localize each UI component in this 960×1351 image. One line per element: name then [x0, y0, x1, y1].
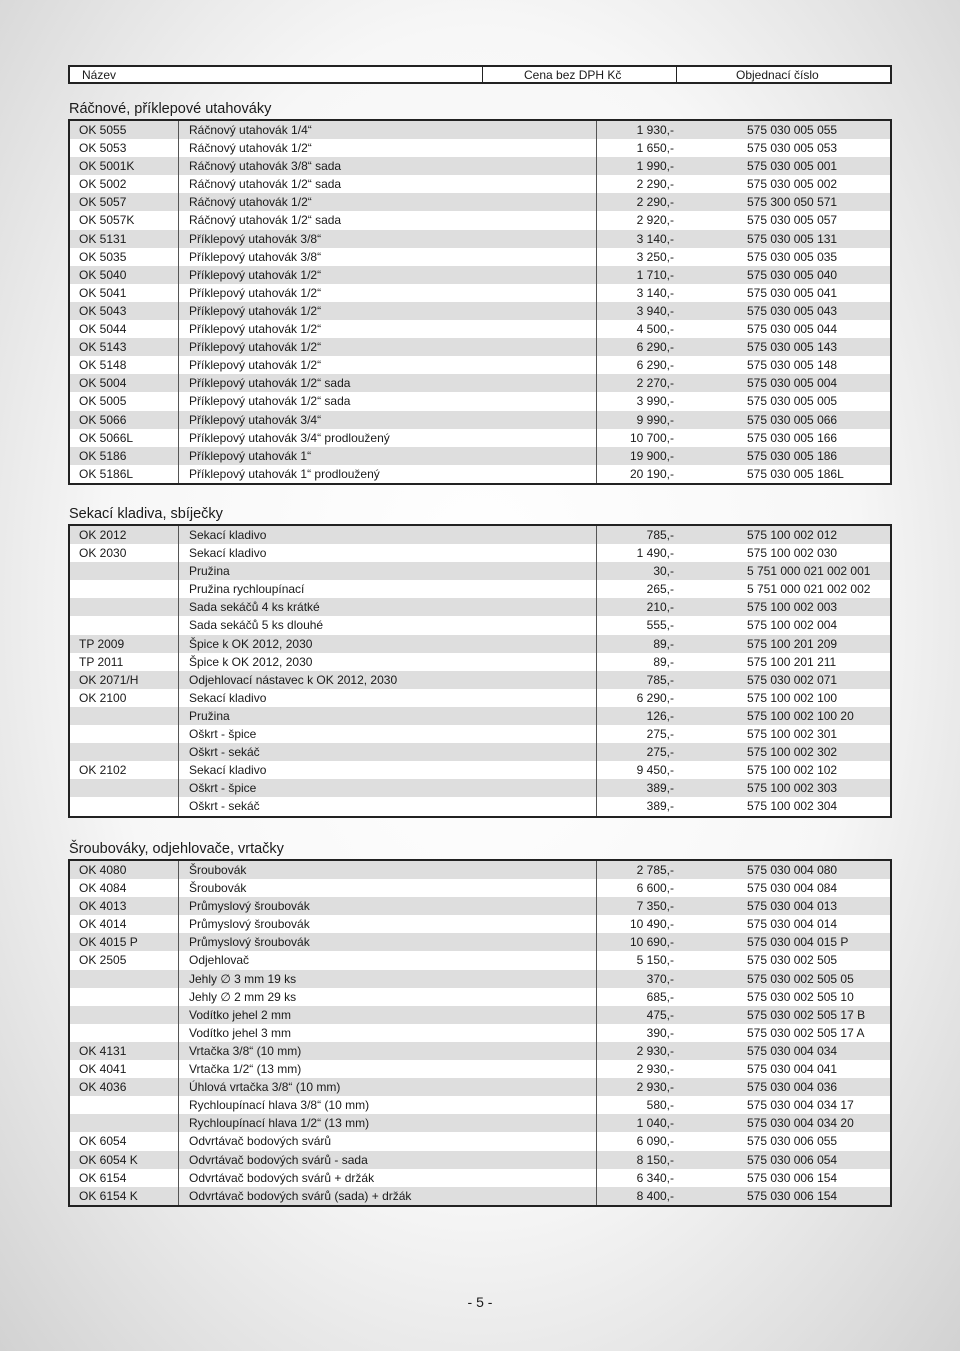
table-row	[70, 653, 890, 671]
table-row	[70, 988, 890, 1006]
table-row	[70, 175, 890, 193]
table-row	[70, 429, 890, 447]
order-number: 575 030 004 015 P	[747, 935, 849, 950]
order-number: 575 030 004 034 20	[747, 1116, 854, 1131]
order-number: 575 030 004 036	[747, 1080, 838, 1095]
table-row	[70, 139, 890, 157]
product-price: 126,-	[646, 708, 674, 723]
table-row	[70, 230, 890, 248]
product-price: 1 990,-	[636, 159, 674, 174]
header-order-number: Objednací číslo	[736, 68, 819, 82]
order-number: 575 030 005 035	[747, 249, 838, 264]
product-name: Příklepový utahovák 3/8“	[189, 231, 322, 246]
order-number: 575 030 002 505 17 A	[747, 1025, 865, 1040]
product-price: 475,-	[646, 1007, 674, 1022]
product-code: OK 4013	[79, 899, 127, 914]
product-code: OK 5057	[79, 195, 127, 210]
product-name: Příklepový utahovák 1/2“ sada	[189, 376, 351, 391]
product-price: 10 690,-	[629, 935, 674, 950]
table-row	[70, 707, 890, 725]
product-name: Šroubovák	[189, 863, 247, 877]
product-name: Vodítko jehel 3 mm	[189, 1025, 292, 1040]
table-row	[70, 743, 890, 761]
table-row	[70, 526, 890, 544]
product-price: 2 290,-	[636, 195, 674, 210]
header-name: Název	[82, 68, 117, 82]
table-row	[70, 1169, 890, 1187]
order-number: 575 030 004 080	[747, 863, 838, 877]
table-row	[70, 598, 890, 616]
product-price: 2 930,-	[636, 1080, 674, 1095]
product-code: OK 6154 K	[79, 1188, 138, 1203]
product-code: OK 6054	[79, 1134, 127, 1149]
order-number: 575 030 002 505 10	[747, 989, 854, 1004]
product-price: 785,-	[646, 672, 674, 687]
product-code: OK 4041	[79, 1062, 127, 1077]
table-row	[70, 1060, 890, 1078]
product-code: OK 5043	[79, 303, 127, 318]
product-price: 3 990,-	[636, 394, 674, 409]
table-ratchets	[68, 119, 892, 485]
product-name: Sekací kladivo	[189, 546, 267, 561]
table-row	[70, 1042, 890, 1060]
table-row	[70, 779, 890, 797]
order-number: 575 030 005 001	[747, 159, 838, 174]
table-row	[70, 915, 890, 933]
table-row	[70, 1096, 890, 1114]
order-number: 575 030 005 041	[747, 285, 838, 300]
product-price: 7 350,-	[636, 899, 674, 914]
product-name: Pružina	[189, 564, 230, 579]
table-row	[70, 465, 890, 483]
product-price: 685,-	[646, 989, 674, 1004]
order-number: 575 030 005 055	[747, 123, 838, 137]
section-title-hammers: Sekací kladiva, sbíječky	[69, 506, 223, 522]
product-code: OK 5035	[79, 249, 127, 264]
product-price: 5 150,-	[636, 953, 674, 968]
product-code: OK 5001K	[79, 159, 135, 174]
order-number: 575 030 002 071	[747, 672, 838, 687]
product-price: 6 340,-	[636, 1170, 674, 1185]
table-row	[70, 392, 890, 410]
order-number: 575 030 005 004	[747, 376, 838, 391]
order-number: 575 030 005 043	[747, 303, 838, 318]
product-name: Oškrt - špice	[189, 781, 257, 796]
product-code: OK 4084	[79, 881, 127, 896]
product-code: OK 5005	[79, 394, 127, 409]
order-number: 575 030 002 505	[747, 953, 838, 968]
product-price: 785,-	[646, 528, 674, 542]
order-number: 575 030 005 143	[747, 340, 838, 355]
order-number: 575 030 006 154	[747, 1188, 838, 1203]
product-name: Příklepový utahovák 1/2“	[189, 303, 322, 318]
product-name: Odjehlovací nástavec k OK 2012, 2030	[189, 672, 398, 687]
header-price: Cena bez DPH Kč	[524, 68, 622, 82]
page-number: - 5 -	[467, 1294, 493, 1310]
table-row	[70, 951, 890, 969]
product-price: 1 930,-	[636, 123, 674, 137]
product-name: Příklepový utahovák 1/2“	[189, 285, 322, 300]
product-price: 210,-	[646, 600, 674, 615]
order-number: 575 030 002 505 05	[747, 971, 854, 986]
order-number: 575 030 006 154	[747, 1170, 838, 1185]
product-name: Oškrt - špice	[189, 727, 257, 742]
product-name: Průmyslový šroubovák	[189, 935, 310, 950]
table-row	[70, 1151, 890, 1169]
product-name: Vrtačka 1/2“ (13 mm)	[189, 1062, 302, 1077]
product-name: Vodítko jehel 2 mm	[189, 1007, 292, 1022]
table-row	[70, 797, 890, 815]
product-name: Jehly ∅ 3 mm 19 ks	[189, 971, 297, 986]
product-code: OK 2505	[79, 953, 127, 968]
order-number: 575 030 005 186	[747, 448, 838, 463]
table-row	[70, 562, 890, 580]
product-code: OK 6154	[79, 1170, 127, 1185]
product-price: 4 500,-	[636, 322, 674, 337]
order-number: 575 030 004 034	[747, 1043, 838, 1058]
table-row	[70, 193, 890, 211]
order-number: 575 030 005 186L	[747, 466, 844, 481]
product-name: Odjehlovač	[189, 953, 250, 968]
table-row	[70, 635, 890, 653]
product-price: 1 710,-	[636, 267, 674, 282]
product-code: OK 2071/H	[79, 672, 139, 687]
product-name: Odvrtávač bodových svárů	[189, 1134, 332, 1149]
product-price: 389,-	[646, 781, 674, 796]
order-number: 575 030 004 084	[747, 881, 838, 896]
table-row	[70, 302, 890, 320]
product-price: 370,-	[646, 971, 674, 986]
product-price: 8 150,-	[636, 1152, 674, 1167]
product-code: OK 5186	[79, 448, 127, 463]
column-separator	[596, 526, 597, 816]
product-code: OK 4080	[79, 863, 127, 877]
product-name: Sekací kladivo	[189, 690, 267, 705]
table-row	[70, 970, 890, 988]
order-number: 5 751 000 021 002 001	[747, 564, 871, 579]
table-hammers	[68, 524, 892, 818]
order-number: 575 030 006 054	[747, 1152, 838, 1167]
product-price: 6 290,-	[636, 340, 674, 355]
product-price: 2 270,-	[636, 376, 674, 391]
table-row	[70, 374, 890, 392]
product-code: TP 2011	[79, 654, 124, 669]
product-price: 1 490,-	[636, 546, 674, 561]
order-number: 575 100 002 100	[747, 690, 838, 705]
table-row	[70, 616, 890, 634]
product-name: Oškrt - sekáč	[189, 799, 260, 814]
product-name: Pružina rychloupínací	[189, 582, 305, 597]
product-price: 580,-	[646, 1098, 674, 1113]
product-name: Rychloupínací hlava 1/2“ (13 mm)	[189, 1116, 370, 1131]
table-row	[70, 544, 890, 562]
product-price: 3 140,-	[636, 231, 674, 246]
product-price: 390,-	[646, 1025, 674, 1040]
product-price: 3 250,-	[636, 249, 674, 264]
order-number: 575 030 004 034 17	[747, 1098, 854, 1113]
product-price: 9 450,-	[636, 763, 674, 778]
product-name: Ráčnový utahovák 3/8“ sada	[189, 159, 342, 174]
product-code: OK 6054 K	[79, 1152, 138, 1167]
product-price: 10 490,-	[629, 917, 674, 932]
product-price: 265,-	[646, 582, 674, 597]
order-number: 575 100 002 102	[747, 763, 838, 778]
product-code: OK 5143	[79, 340, 127, 355]
product-name: Ráčnový utahovák 1/2“ sada	[189, 213, 342, 228]
product-price: 1 650,-	[636, 141, 674, 156]
table-row	[70, 338, 890, 356]
table-row	[70, 284, 890, 302]
order-number: 575 100 002 030	[747, 546, 838, 561]
table-row	[70, 761, 890, 779]
product-code: OK 5066	[79, 412, 127, 427]
product-name: Sada sekáčů 4 ks krátké	[189, 600, 320, 615]
order-number: 575 030 004 013	[747, 899, 838, 914]
table-row	[70, 933, 890, 951]
product-price: 6 090,-	[636, 1134, 674, 1149]
table-row	[70, 320, 890, 338]
section-title-ratchets: Ráčnové, příklepové utahováky	[69, 101, 272, 117]
table-row	[70, 580, 890, 598]
product-name: Odvrtávač bodových svárů + držák	[189, 1170, 375, 1185]
order-number: 575 100 002 301	[747, 727, 838, 742]
product-price: 6 290,-	[636, 358, 674, 373]
order-number: 575 030 005 131	[747, 231, 838, 246]
order-number: 575 300 050 571	[747, 195, 838, 210]
order-number: 575 100 002 303	[747, 781, 838, 796]
product-price: 2 930,-	[636, 1043, 674, 1058]
product-code: OK 2012	[79, 528, 127, 542]
column-separator	[596, 861, 597, 1205]
product-name: Příklepový utahovák 3/4“	[189, 412, 322, 427]
product-price: 275,-	[646, 727, 674, 742]
table-row	[70, 725, 890, 743]
product-code: OK 4015 P	[79, 935, 138, 950]
product-code: OK 2102	[79, 763, 127, 778]
section-title-screwdrivers: Šroubováky, odjehlovače, vrtačky	[69, 841, 284, 857]
product-code: OK 4131	[79, 1043, 127, 1058]
product-price: 2 930,-	[636, 1062, 674, 1077]
table-row	[70, 1132, 890, 1150]
order-number: 575 030 005 040	[747, 267, 838, 282]
product-name: Příklepový utahovák 3/8“	[189, 249, 322, 264]
order-number: 575 100 002 012	[747, 528, 838, 542]
order-number: 575 030 004 014	[747, 917, 838, 932]
table-row	[70, 121, 890, 139]
product-name: Odvrtávač bodových svárů (sada) + držák	[189, 1188, 412, 1203]
order-number: 575 030 004 041	[747, 1062, 838, 1077]
order-number: 575 030 005 148	[747, 358, 838, 373]
column-separator	[178, 526, 179, 816]
product-price: 3 940,-	[636, 303, 674, 318]
order-number: 575 030 005 002	[747, 177, 838, 192]
product-code: OK 5131	[79, 231, 127, 246]
product-code: OK 5004	[79, 376, 127, 391]
product-price: 6 290,-	[636, 690, 674, 705]
product-price: 555,-	[646, 618, 674, 633]
product-name: Průmyslový šroubovák	[189, 899, 310, 914]
table-row	[70, 157, 890, 175]
order-number: 575 100 201 211	[747, 654, 837, 669]
product-name: Ráčnový utahovák 1/2“	[189, 141, 312, 156]
product-price: 9 990,-	[636, 412, 674, 427]
table-row	[70, 1078, 890, 1096]
product-price: 389,-	[646, 799, 674, 814]
order-number: 575 100 002 003	[747, 600, 838, 615]
product-name: Sekací kladivo	[189, 528, 267, 542]
order-number: 575 030 005 044	[747, 322, 838, 337]
product-code: OK 5053	[79, 141, 127, 156]
table-row	[70, 879, 890, 897]
column-header-bar	[68, 65, 892, 84]
table-row	[70, 1024, 890, 1042]
product-price: 89,-	[653, 654, 674, 669]
product-name: Příklepový utahovák 1/2“	[189, 267, 322, 282]
product-price: 2 290,-	[636, 177, 674, 192]
product-name: Příklepový utahovák 1/2“	[189, 340, 322, 355]
order-number: 575 030 005 057	[747, 213, 838, 228]
order-number: 575 030 005 066	[747, 412, 838, 427]
product-price: 3 140,-	[636, 285, 674, 300]
order-number: 575 100 002 302	[747, 745, 838, 760]
table-row	[70, 1187, 890, 1205]
product-name: Oškrt - sekáč	[189, 745, 260, 760]
product-name: Příklepový utahovák 1“ prodloužený	[189, 466, 380, 481]
order-number: 575 100 002 100 20	[747, 708, 854, 723]
order-number: 575 030 006 055	[747, 1134, 838, 1149]
product-price: 89,-	[653, 636, 674, 651]
product-name: Příklepový utahovák 3/4“ prodloužený	[189, 430, 390, 445]
table-row	[70, 356, 890, 374]
product-name: Ráčnový utahovák 1/4“	[189, 123, 312, 137]
order-number: 575 030 005 166	[747, 430, 838, 445]
product-price: 2 785,-	[636, 863, 674, 877]
product-price: 8 400,-	[636, 1188, 674, 1203]
header-divider	[676, 67, 677, 82]
product-name: Příklepový utahovák 1/2“	[189, 322, 322, 337]
product-name: Pružina	[189, 708, 230, 723]
table-row	[70, 266, 890, 284]
product-name: Odvrtávač bodových svárů - sada	[189, 1152, 368, 1167]
product-code: OK 4036	[79, 1080, 127, 1095]
table-row	[70, 211, 890, 229]
product-name: Příklepový utahovák 1/2“	[189, 358, 322, 373]
product-code: OK 5057K	[79, 213, 135, 228]
product-name: Špice k OK 2012, 2030	[189, 654, 313, 669]
order-number: 5 751 000 021 002 002	[747, 582, 871, 597]
product-code: OK 2100	[79, 690, 127, 705]
product-code: OK 5044	[79, 322, 127, 337]
product-name: Úhlová vrtačka 3/8“ (10 mm)	[189, 1080, 341, 1095]
order-number: 575 100 002 304	[747, 799, 838, 814]
product-price: 20 190,-	[629, 466, 674, 481]
column-separator	[178, 121, 179, 483]
header-divider	[482, 67, 483, 82]
column-separator	[178, 861, 179, 1205]
product-name: Sekací kladivo	[189, 763, 267, 778]
product-price: 19 900,-	[629, 448, 674, 463]
product-name: Průmyslový šroubovák	[189, 917, 310, 932]
product-name: Šroubovák	[189, 881, 247, 896]
product-code: OK 5002	[79, 177, 127, 192]
product-name: Jehly ∅ 2 mm 29 ks	[189, 989, 297, 1004]
product-code: TP 2009	[79, 636, 125, 651]
table-row	[70, 248, 890, 266]
product-name: Příklepový utahovák 1/2“ sada	[189, 394, 351, 409]
order-number: 575 100 201 209	[747, 636, 838, 651]
table-row	[70, 897, 890, 915]
product-name: Vrtačka 3/8“ (10 mm)	[189, 1043, 302, 1058]
product-code: OK 5055	[79, 123, 127, 137]
product-name: Ráčnový utahovák 1/2“	[189, 195, 312, 210]
table-row	[70, 1114, 890, 1132]
product-name: Příklepový utahovák 1“	[189, 448, 312, 463]
product-code: OK 5148	[79, 358, 127, 373]
column-separator	[596, 121, 597, 483]
product-code: OK 4014	[79, 917, 127, 932]
table-row	[70, 689, 890, 707]
table-row	[70, 447, 890, 465]
table-screwdrivers	[68, 859, 892, 1207]
product-code: OK 2030	[79, 546, 127, 561]
product-name: Ráčnový utahovák 1/2“ sada	[189, 177, 342, 192]
product-code: OK 5066L	[79, 430, 134, 445]
product-price: 275,-	[646, 745, 674, 760]
product-price: 1 040,-	[636, 1116, 674, 1131]
product-name: Sada sekáčů 5 ks dlouhé	[189, 618, 324, 633]
table-row	[70, 411, 890, 429]
product-name: Rychloupínací hlava 3/8“ (10 mm)	[189, 1098, 370, 1113]
product-code: OK 5041	[79, 285, 127, 300]
product-code: OK 5186L	[79, 466, 134, 481]
product-price: 30,-	[653, 564, 674, 579]
table-row	[70, 861, 890, 879]
product-price: 2 920,-	[636, 213, 674, 228]
order-number: 575 030 005 053	[747, 141, 838, 156]
product-price: 10 700,-	[629, 430, 674, 445]
order-number: 575 030 005 005	[747, 394, 838, 409]
table-row	[70, 1006, 890, 1024]
product-name: Špice k OK 2012, 2030	[189, 636, 313, 651]
product-code: OK 5040	[79, 267, 127, 282]
order-number: 575 030 002 505 17 B	[747, 1007, 866, 1022]
order-number: 575 100 002 004	[747, 618, 838, 633]
table-row	[70, 671, 890, 689]
product-price: 6 600,-	[636, 881, 674, 896]
